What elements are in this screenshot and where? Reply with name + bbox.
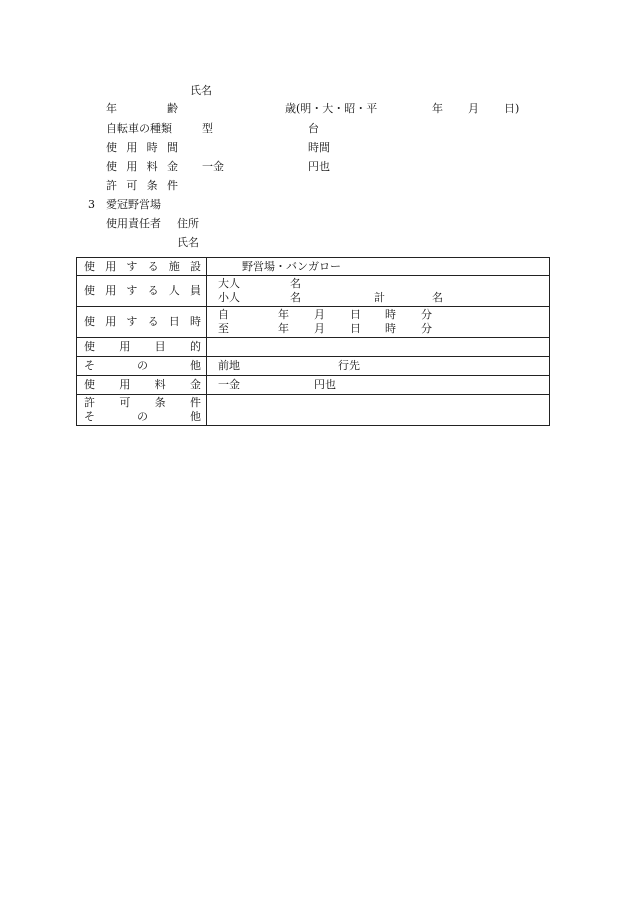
purpose-label	[84, 340, 201, 354]
fee-suffix: 円也	[314, 378, 336, 391]
other-label-cell	[77, 357, 207, 376]
table-row-persons	[77, 276, 550, 307]
purpose-label-cell	[77, 338, 207, 357]
fee-value-row	[218, 378, 549, 392]
table-row-facility	[77, 258, 550, 276]
conditions-other-char: の	[137, 410, 148, 423]
to-label: 至	[218, 322, 229, 335]
fee-value-cell[interactable]	[207, 376, 550, 395]
usage-time-label-char: 使	[106, 141, 117, 154]
usage-time-label-char: 時	[146, 141, 158, 154]
datetime-label-char: 日	[168, 315, 180, 328]
child-label: 小人	[218, 291, 240, 304]
table-row-conditions	[77, 395, 550, 426]
from-hour: 時	[385, 308, 396, 321]
child-unit: 名	[290, 291, 301, 304]
from-minute: 分	[421, 308, 432, 321]
purpose-label-char: 的	[189, 340, 201, 353]
total-label: 計	[374, 291, 385, 304]
facility-label	[84, 260, 201, 274]
age-label-char: 年	[106, 102, 117, 115]
adult-label: 大人	[218, 277, 240, 290]
usage-form-table	[76, 257, 550, 426]
conditions-value-cell[interactable]	[207, 395, 550, 426]
fee-label-char: 使	[84, 378, 95, 391]
usage-time-label-char: 用	[126, 141, 138, 154]
other-label-char: そ	[84, 359, 95, 372]
conditions-label-char: 可	[119, 396, 131, 409]
age-era-text: 歳(明・大・昭・平	[285, 102, 378, 115]
responsible-person-label: 使用責任者	[106, 217, 161, 230]
usage-time-unit: 時間	[308, 141, 330, 154]
from-year: 年	[278, 308, 289, 321]
bicycle-type-label: 自転車の種類	[106, 122, 172, 135]
persons-label-char: 用	[105, 284, 117, 297]
conditions-label-cell	[77, 395, 207, 426]
datetime-from-row	[218, 308, 549, 322]
facility-label-char: 設	[189, 259, 201, 273]
facility-label-char: 施	[168, 259, 180, 273]
to-year: 年	[278, 322, 289, 335]
facility-value-cell[interactable]	[207, 258, 550, 276]
facility-label-char: 使	[84, 259, 95, 273]
fee-label-char: 用	[119, 378, 131, 391]
to-minute: 分	[421, 322, 432, 335]
datetime-label-char: す	[126, 315, 138, 328]
adult-row	[218, 277, 549, 291]
responsible-name-label: 氏名	[177, 236, 199, 249]
datetime-label-char: 使	[84, 315, 95, 328]
table-row-fee	[77, 376, 550, 395]
total-unit: 名	[432, 291, 443, 304]
purpose-value-cell[interactable]	[207, 338, 550, 357]
usage-time-label-char: 間	[166, 141, 178, 154]
from-day: 日	[350, 308, 361, 321]
conditions-other-char: そ	[84, 410, 95, 423]
facility-label-char: 用	[105, 259, 117, 273]
purpose-label-char: 目	[154, 340, 166, 353]
permit-conditions-label-char: 可	[126, 179, 138, 192]
other-label-char: の	[137, 359, 148, 372]
fee-prefix: 一金	[218, 378, 240, 391]
table-row-datetime	[77, 307, 550, 338]
conditions-label-char: 件	[189, 396, 201, 409]
usage-time-label	[106, 141, 178, 155]
permit-conditions-label-char: 件	[166, 179, 178, 192]
usage-fee-label	[106, 160, 178, 174]
usage-fee-label-char: 用	[126, 160, 138, 173]
age-label-char: 齢	[167, 102, 178, 115]
datetime-label	[84, 315, 201, 329]
fee-label	[84, 378, 201, 392]
name-label: 氏名	[190, 84, 212, 97]
datetime-label-char: 用	[105, 315, 117, 328]
other-label	[84, 359, 201, 373]
table-row-purpose	[77, 338, 550, 357]
facility-label-char: る	[147, 259, 159, 273]
age-month-text: 月	[468, 102, 479, 115]
persons-value-cell[interactable]	[207, 276, 550, 307]
permit-conditions-label-char: 条	[146, 179, 158, 192]
age-day-text: 日)	[504, 102, 520, 115]
purpose-label-char: 用	[119, 340, 131, 353]
conditions-label-char: 条	[154, 396, 166, 409]
persons-label-char: す	[126, 284, 138, 297]
other-value-row	[218, 359, 549, 373]
fee-label-char: 料	[154, 378, 166, 391]
persons-label	[84, 284, 201, 298]
persons-label-char: 使	[84, 284, 95, 297]
section-title: 愛冠野営場	[106, 198, 161, 211]
from-month: 月	[314, 308, 325, 321]
to-hour: 時	[385, 322, 396, 335]
table-row-other	[77, 357, 550, 376]
to-day: 日	[350, 322, 361, 335]
front-label: 前地	[218, 359, 240, 372]
conditions-label-line1	[84, 396, 201, 410]
fee-label-cell	[77, 376, 207, 395]
bicycle-count-unit: 台	[308, 122, 319, 135]
adult-unit: 名	[290, 277, 301, 290]
usage-fee-suffix: 円也	[308, 160, 330, 173]
facility-label-cell	[77, 258, 207, 276]
datetime-label-cell	[77, 307, 207, 338]
conditions-label-line2	[84, 410, 201, 424]
other-label-char: 他	[190, 359, 201, 372]
persons-label-char: る	[147, 284, 159, 297]
destination-label: 行先	[338, 359, 360, 372]
usage-fee-prefix: 一金	[202, 160, 224, 173]
persons-label-char: 員	[189, 284, 201, 297]
age-year-text: 年	[432, 102, 443, 115]
permit-conditions-label-char: 許	[106, 179, 117, 192]
child-row	[218, 291, 549, 305]
address-label: 住所	[177, 217, 199, 230]
other-value-cell[interactable]	[207, 357, 550, 376]
conditions-label-char: 許	[84, 396, 95, 409]
facility-value: 野営場・バンガロー	[242, 259, 341, 273]
datetime-label-char: る	[147, 315, 159, 328]
section-number: 3	[88, 198, 95, 211]
persons-label-cell	[77, 276, 207, 307]
purpose-label-char: 使	[84, 340, 95, 353]
datetime-value-cell[interactable]	[207, 307, 550, 338]
persons-label-char: 人	[168, 284, 180, 297]
usage-fee-label-char: 料	[146, 160, 158, 173]
usage-fee-label-char: 金	[166, 160, 178, 173]
age-label	[106, 102, 178, 116]
datetime-label-char: 時	[189, 315, 201, 328]
to-month: 月	[314, 322, 325, 335]
datetime-to-row	[218, 322, 549, 336]
facility-label-char: す	[126, 259, 138, 273]
conditions-other-char: 他	[190, 410, 201, 423]
usage-fee-label-char: 使	[106, 160, 117, 173]
fee-label-char: 金	[189, 378, 201, 391]
from-label: 自	[218, 308, 229, 321]
bicycle-model-text: 型	[202, 122, 213, 135]
permit-conditions-label	[106, 179, 178, 193]
